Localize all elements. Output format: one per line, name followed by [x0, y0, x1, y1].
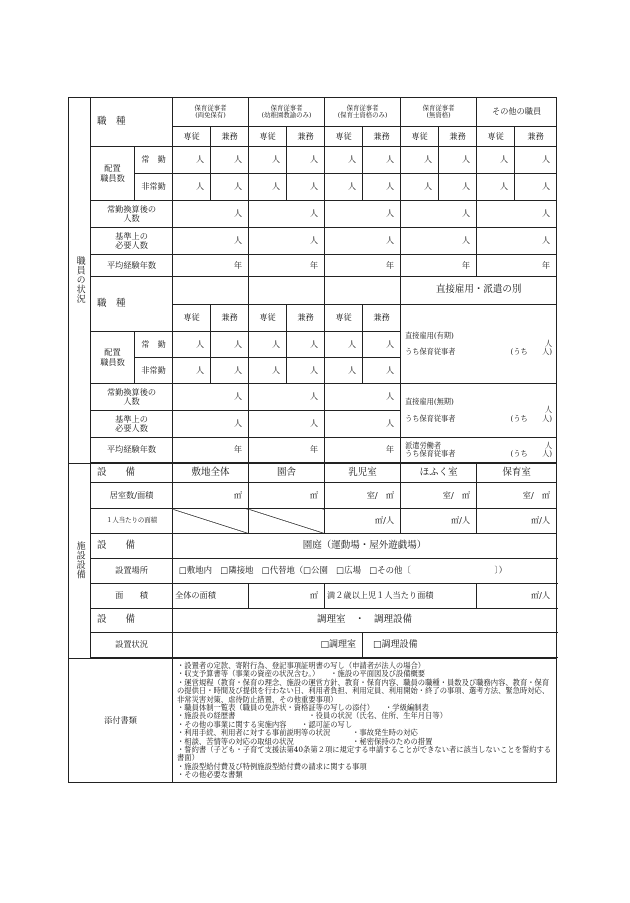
- header-kindergarten-only: 保育従事者 (幼稚園教諭のみ): [249, 98, 325, 127]
- converted-count[interactable]: 人: [325, 384, 401, 411]
- direct-dispatch-title: 直接雇用・派遣の別: [401, 277, 557, 305]
- parttime-count[interactable]: 人: [477, 174, 515, 201]
- avg-years-value[interactable]: 年: [325, 438, 401, 463]
- kitchen-title: 調理室 ・ 調理設備: [173, 609, 557, 633]
- parttime-count[interactable]: 人: [249, 358, 287, 384]
- fulltime-count[interactable]: 人: [363, 147, 401, 174]
- avg-years-value[interactable]: 年: [249, 438, 325, 463]
- required-count[interactable]: 人: [249, 411, 325, 438]
- location-options[interactable]: □敷地内 □隣接地 □代替地（□公園 □広場 □その他〔 〕）: [173, 559, 557, 584]
- parttime-count[interactable]: 人: [325, 358, 363, 384]
- equipment-label: 設 備: [91, 609, 173, 633]
- location-label: 設置場所: [91, 559, 173, 584]
- fulltime-label: 常 勤: [135, 332, 173, 358]
- whole-area-input[interactable]: ㎡: [249, 584, 325, 609]
- fulltime-count[interactable]: 人: [325, 147, 363, 174]
- crawling-room-input[interactable]: 室/ ㎡: [401, 483, 477, 509]
- required-count[interactable]: 人: [325, 411, 401, 438]
- avg-years-value[interactable]: 年: [325, 255, 401, 277]
- fulltime-count[interactable]: 人: [211, 147, 249, 174]
- over2-area-label: 満２歳以上児１人当たり面積: [325, 584, 477, 609]
- job-type-label: 職 種: [91, 98, 173, 147]
- fulltime-count[interactable]: 人: [211, 332, 249, 358]
- converted-count[interactable]: 人: [249, 201, 325, 228]
- parttime-count[interactable]: 人: [249, 174, 287, 201]
- converted-count[interactable]: 人: [477, 201, 557, 228]
- parttime-count[interactable]: 人: [211, 174, 249, 201]
- per-person-area-label: １人当たりの面積: [91, 509, 173, 534]
- equipment-label: 設 備: [91, 534, 173, 559]
- col-ken: 兼務: [211, 305, 249, 332]
- fulltime-count[interactable]: 人: [325, 332, 363, 358]
- fulltime-count[interactable]: 人: [439, 147, 477, 174]
- required-label: 基準上の 必要人数: [91, 228, 173, 255]
- col-sen: 専従: [477, 127, 515, 147]
- col-sen: 専従: [173, 127, 211, 147]
- diagonal-slash: [249, 509, 325, 534]
- parttime-count[interactable]: 人: [325, 174, 363, 201]
- kitchen-equipment-checkbox[interactable]: □調理設備: [363, 633, 557, 658]
- section-facility: 施設設備: [69, 464, 91, 659]
- col-sen: 専従: [173, 305, 211, 332]
- avg-years-value[interactable]: 年: [173, 438, 249, 463]
- fulltime-label: 常 勤: [135, 147, 173, 174]
- avg-years-value[interactable]: 年: [401, 255, 477, 277]
- fulltime-count[interactable]: 人: [515, 147, 557, 174]
- required-count[interactable]: 人: [477, 228, 557, 255]
- required-count[interactable]: 人: [401, 228, 477, 255]
- nursery-per-person-input[interactable]: ㎡/人: [477, 509, 557, 534]
- col-ken: 兼務: [439, 127, 477, 147]
- header-nursery-only: 保育従事者 (保育士資格のみ): [325, 98, 401, 127]
- parttime-count[interactable]: 人: [439, 174, 477, 201]
- fulltime-count[interactable]: 人: [287, 332, 325, 358]
- converted-count[interactable]: 人: [173, 201, 249, 228]
- area-label: 面 積: [91, 584, 173, 609]
- header-other-staff: その他の職員: [477, 98, 557, 127]
- required-count[interactable]: 人: [173, 411, 249, 438]
- col-infant-room: 乳児室: [325, 464, 401, 483]
- converted-count[interactable]: 人: [401, 201, 477, 228]
- parttime-count[interactable]: 人: [211, 358, 249, 384]
- site-area-input[interactable]: ㎡: [173, 483, 249, 509]
- col-ken: 兼務: [363, 127, 401, 147]
- fulltime-count[interactable]: 人: [477, 147, 515, 174]
- converted-count[interactable]: 人: [173, 384, 249, 411]
- job-type-label-2: 職 種: [91, 277, 173, 332]
- room-area-label: 居室数/面積: [91, 483, 173, 509]
- placement-label: 配置 職員数: [91, 147, 135, 201]
- avg-years-value[interactable]: 年: [249, 255, 325, 277]
- parttime-count[interactable]: 人: [173, 174, 211, 201]
- avg-years-label: 平均経験年数: [91, 438, 173, 463]
- nursery-room-input[interactable]: 室/ ㎡: [477, 483, 557, 509]
- direct-fixed-term[interactable]: 直接雇用(有期) 人 うち保育従事者 (うち 人): [401, 305, 557, 384]
- col-ken: 兼務: [287, 127, 325, 147]
- required-count[interactable]: 人: [173, 228, 249, 255]
- fulltime-count[interactable]: 人: [249, 332, 287, 358]
- diagonal-slash: [173, 509, 249, 534]
- whole-area-label: 全体の面積: [173, 584, 249, 609]
- fulltime-count[interactable]: 人: [287, 147, 325, 174]
- col-nursery-room: 保育室: [477, 464, 557, 483]
- attachments-label: 添付書類: [69, 659, 173, 783]
- parttime-count[interactable]: 人: [515, 174, 557, 201]
- blank-header: [325, 277, 401, 305]
- blank-header: [173, 277, 249, 305]
- required-label: 基準上の 必要人数: [91, 411, 173, 438]
- col-ken: 兼務: [211, 127, 249, 147]
- application-form-table: [68, 97, 557, 783]
- col-building: 園舎: [249, 464, 325, 483]
- fulltime-count[interactable]: 人: [173, 332, 211, 358]
- col-site: 敷地全体: [173, 464, 249, 483]
- col-sen: 専従: [249, 127, 287, 147]
- fulltime-count[interactable]: 人: [173, 147, 211, 174]
- fulltime-count[interactable]: 人: [363, 332, 401, 358]
- parttime-count[interactable]: 人: [287, 174, 325, 201]
- parttime-count[interactable]: 人: [173, 358, 211, 384]
- header-unqualified: 保育従事者 (無資格): [401, 98, 477, 127]
- parttime-label: 非常勤: [135, 174, 173, 201]
- attachments-list: ・設置者の定款、寄附行為、登記事項証明書の写し（申請者が法人の場合） ・収支予算書等（事業の資産の状況含む。） ・施設の平面図及び設備概要 ・運営規程（教育・保育の理念、施設の運営方針、教育・保育内容、職員の職種・員数及び職務内容、教育・保育の提供日・時間及び提供を行わない日、利用者負担、利用定員、利用開始・終了の事項、選考方法、緊急時対応、非常災害対策、虐待防止措置、その他重要事項） ・職員体制一覧表（職員の免許状・資格証等の写しの添付） ・学級編制表 ・施設長の経歴書 ・役員の状況（氏名、住所、生年月日等） ・その他の事業に関する実施内容 ・認可証の写し ・利用手続、利用者に対する事前説明等の状況 ・事故発生時の対応 ・相談、苦情等の対応の取組の状況 ・秘密保持のための措置 ・誓約書（子ども・子育て支援法第40条第２項に規定する申請することができない者に該当しないことを誓約する書面） ・施設型給付費及び特例施設型給付費の請求に関する事項 ・その他必要な書類: [173, 659, 557, 783]
- direct-permanent[interactable]: 直接雇用(無期) 人 うち保育従事者 (うち 人): [401, 384, 557, 438]
- header-both-licenses: 保育従事者 (両免保有): [173, 98, 249, 127]
- over2-area-input[interactable]: ㎡/人: [477, 584, 557, 609]
- required-count[interactable]: 人: [325, 228, 401, 255]
- status-label: 設置状況: [91, 633, 173, 658]
- equipment-label: 設 備: [91, 464, 173, 483]
- parttime-count[interactable]: 人: [363, 174, 401, 201]
- section-staff: 職員の状況: [69, 98, 91, 464]
- building-area-input[interactable]: ㎡: [249, 483, 325, 509]
- col-sen: 専従: [325, 305, 363, 332]
- dispatch-workers[interactable]: 派遣労働者 人 うち保育従事者 (うち 人): [401, 438, 557, 463]
- kitchen-room-checkbox[interactable]: □調理室: [173, 633, 363, 658]
- col-sen: 専従: [401, 127, 439, 147]
- placement-label-2: 配置 職員数: [91, 332, 135, 384]
- col-ken: 兼務: [363, 305, 401, 332]
- parttime-count[interactable]: 人: [363, 358, 401, 384]
- converted-label: 常勤換算後の 人数: [91, 201, 173, 228]
- avg-years-label: 平均経験年数: [91, 255, 173, 277]
- converted-count[interactable]: 人: [249, 384, 325, 411]
- parttime-count[interactable]: 人: [401, 174, 439, 201]
- avg-years-value[interactable]: 年: [173, 255, 249, 277]
- fulltime-count[interactable]: 人: [401, 147, 439, 174]
- avg-years-value[interactable]: 年: [477, 255, 557, 277]
- crawling-per-person-input[interactable]: ㎡/人: [401, 509, 477, 534]
- col-ken: 兼務: [515, 127, 557, 147]
- col-sen: 専従: [325, 127, 363, 147]
- parttime-count[interactable]: 人: [287, 358, 325, 384]
- infant-per-person-input[interactable]: ㎡/人: [325, 509, 401, 534]
- converted-label: 常勤換算後の 人数: [91, 384, 173, 411]
- blank-header: [249, 277, 325, 305]
- col-crawling-room: ほふく室: [401, 464, 477, 483]
- fulltime-count[interactable]: 人: [249, 147, 287, 174]
- col-sen: 専従: [249, 305, 287, 332]
- parttime-label: 非常勤: [135, 358, 173, 384]
- infant-room-input[interactable]: 室/ ㎡: [325, 483, 401, 509]
- col-ken: 兼務: [287, 305, 325, 332]
- yard-title: 園庭（運動場・屋外遊戯場）: [173, 534, 557, 559]
- converted-count[interactable]: 人: [325, 201, 401, 228]
- required-count[interactable]: 人: [249, 228, 325, 255]
